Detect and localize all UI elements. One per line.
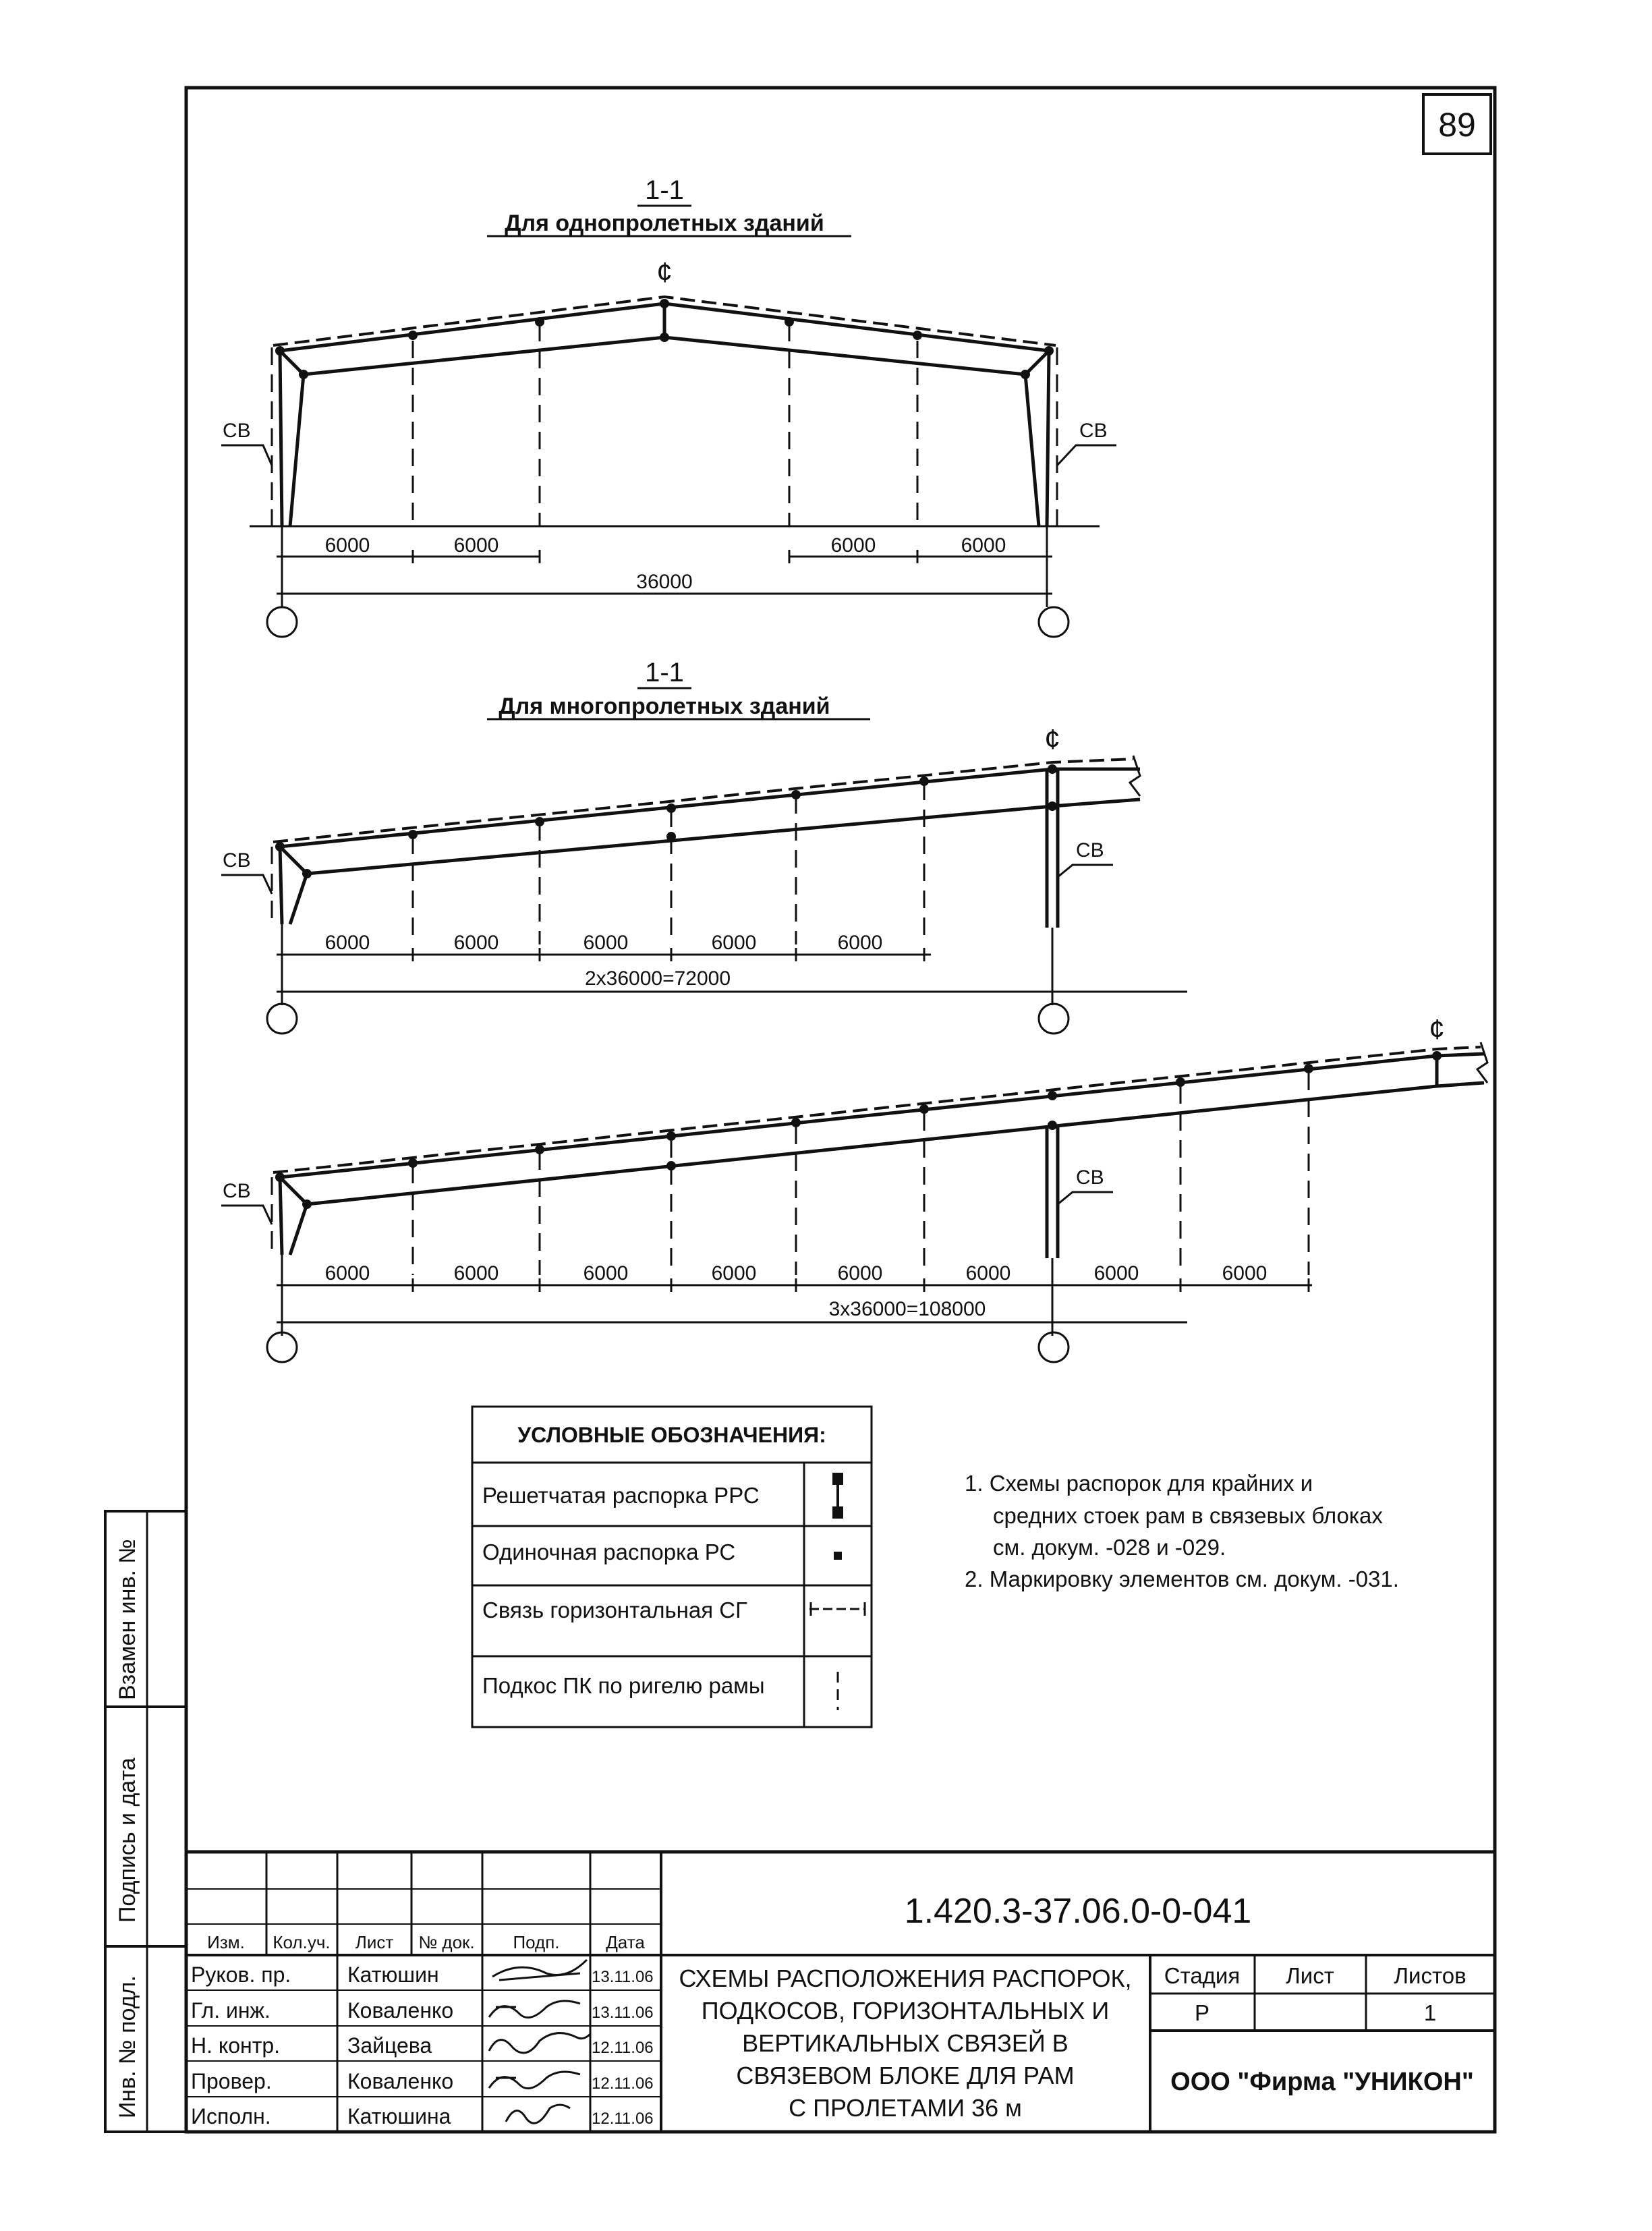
legend-title: УСЛОВНЫЕ ОБОЗНАЧЕНИЯ: [517, 1423, 826, 1447]
axis-symbol-icon: ¢ [1044, 723, 1060, 755]
section-two-brace-left: СВ [223, 849, 251, 872]
section-three-dim-7: 6000 [1093, 1262, 1139, 1284]
side-stamp [115, 1539, 140, 2118]
section-three-dim-4: 6000 [711, 1262, 757, 1284]
note-line: 1. Схемы распорок для крайних и [965, 1471, 1313, 1496]
notes [965, 1471, 1399, 1591]
section-two-dim-3: 6000 [583, 932, 629, 954]
section-two-dim-2: 6000 [453, 932, 499, 954]
title-line: ПОДКОСОВ, ГОРИЗОНТАЛЬНЫХ И [701, 1997, 1110, 2025]
section-two-multi-span [221, 658, 1187, 1034]
header-col: № док. [418, 1932, 475, 1952]
axis-bubble [267, 607, 297, 637]
section-two-dim-1: 6000 [324, 932, 370, 954]
axis-bubble [267, 1332, 297, 1362]
section-one-dim-2: 6000 [453, 534, 499, 557]
signer-role: Н. контр. [191, 2033, 281, 2058]
stage-value: Р [1194, 2000, 1210, 2025]
sheet-frame [105, 88, 1495, 2132]
signer-date: 12.11.06 [592, 2074, 654, 2093]
legend-row-label: Решетчатая распорка РРС [482, 1483, 760, 1508]
signer-role: Провер. [191, 2069, 272, 2093]
section-one-brace-left: СВ [223, 420, 251, 442]
section-three-brace-right: СВ [1076, 1166, 1104, 1189]
signer-date: 12.11.06 [592, 2110, 654, 2128]
header-col: Изм. [207, 1932, 245, 1952]
axis-bubble [1039, 1332, 1069, 1362]
title-line: С ПРОЛЕТАМИ 36 м [789, 2094, 1022, 2122]
section-three-dim-3: 6000 [583, 1262, 629, 1284]
title-line: СВЯЗЕВОМ БЛОКЕ ДЛЯ РАМ [736, 2062, 1075, 2089]
header-col: Кол.уч. [273, 1932, 331, 1952]
signer-date: 13.11.06 [592, 1968, 654, 1986]
signer-name: Катюшина [347, 2104, 451, 2128]
sign-date-label: Подпись и дата [115, 1757, 140, 1923]
section-one-dim-3: 6000 [830, 534, 876, 557]
sheets-label: Листов [1394, 1963, 1466, 1988]
legend-row-label: Связь горизонтальная СГ [482, 1598, 748, 1622]
signer-name: Коваленко [347, 2069, 454, 2093]
header-col: Лист [355, 1932, 394, 1952]
signer-role: Руков. пр. [191, 1962, 291, 1987]
section-one-dim-1: 6000 [324, 534, 370, 557]
legend-row-label: Подкос ПК по ригелю рамы [482, 1673, 765, 1698]
axis-bubble [267, 1004, 297, 1034]
section-two-brace-right: СВ [1076, 839, 1104, 862]
axis-bubble [1039, 1004, 1069, 1034]
legend-table [472, 1407, 872, 1727]
header-col: Дата [606, 1932, 645, 1952]
signer-date: 12.11.06 [592, 2039, 654, 2057]
company-name: ООО "Фирма "УНИКОН" [1170, 2068, 1474, 2096]
section-three-triple-span [221, 1013, 1487, 1362]
section-one-mark: 1-1 [645, 175, 684, 205]
page-number-box [1423, 94, 1491, 154]
section-three-brace-left: СВ [223, 1180, 251, 1202]
section-one-brace-right: СВ [1079, 420, 1108, 442]
stage-label: Стадия [1164, 1963, 1241, 1988]
note-line: см. докум. -028 и -029. [993, 1535, 1226, 1560]
section-two-dim-4: 6000 [711, 932, 757, 954]
section-one-subtitle: Для однопролетных зданий [505, 210, 824, 236]
section-three-dim-8: 6000 [1222, 1262, 1268, 1284]
doc-code: 1.420.3-37.06.0-0-041 [904, 1892, 1252, 1931]
title-block-header [207, 1932, 645, 1952]
header-col: Подп. [513, 1932, 560, 1952]
lattice-strut-symbol-icon [834, 1474, 842, 1517]
signer-name: Коваленко [347, 1998, 454, 2023]
replace-inv-label: Взамен инв. № [115, 1539, 140, 1700]
signer-name: Зайцева [347, 2033, 432, 2058]
note-line: 2. Маркировку элементов см. докум. -031. [965, 1566, 1399, 1591]
section-three-dim-2: 6000 [453, 1262, 499, 1284]
section-one-single-span [221, 175, 1116, 637]
axis-symbol-icon: ¢ [1429, 1013, 1445, 1045]
signer-name: Катюшин [347, 1962, 439, 1987]
note-line: средних стоек рам в связевых блоках [993, 1503, 1383, 1528]
section-three-dim-1: 6000 [324, 1262, 370, 1284]
inv-orig-label: Инв. № подл. [115, 1975, 140, 2118]
signer-date: 13.11.06 [592, 2004, 654, 2022]
handwritten-signatures [489, 1960, 590, 2123]
signer-role: Гл. инж. [191, 1998, 270, 2023]
section-two-dim-5: 6000 [837, 932, 883, 954]
document-title [679, 1965, 1131, 2122]
legend-row-label: Одиночная распорка РС [482, 1540, 736, 1564]
section-two-mark: 1-1 [645, 658, 684, 687]
horizontal-brace-symbol-icon [809, 1602, 865, 1616]
section-two-subtitle: Для многопролетных зданий [499, 694, 830, 719]
page-number: 89 [1438, 106, 1476, 144]
axis-bubble [1039, 607, 1069, 637]
title-line: СХЕМЫ РАСПОЛОЖЕНИЯ РАСПОРОК, [679, 1965, 1132, 1992]
sheet-label: Лист [1286, 1963, 1334, 1988]
sheets-value: 1 [1423, 2000, 1437, 2025]
title-line: ВЕРТИКАЛЬНЫХ СВЯЗЕЙ В [742, 2029, 1069, 2057]
single-strut-symbol-icon [834, 1552, 842, 1560]
section-three-dim-6: 6000 [965, 1262, 1011, 1284]
signers [191, 1962, 654, 2128]
section-one-total: 36000 [636, 571, 693, 593]
section-three-total: 3х36000=108000 [828, 1298, 986, 1320]
section-two-total: 2х36000=72000 [584, 967, 731, 990]
section-one-dim-4: 6000 [961, 534, 1006, 557]
section-three-dim-5: 6000 [837, 1262, 883, 1284]
axis-symbol-icon: ¢ [656, 256, 673, 288]
signer-role: Исполн. [191, 2104, 271, 2128]
